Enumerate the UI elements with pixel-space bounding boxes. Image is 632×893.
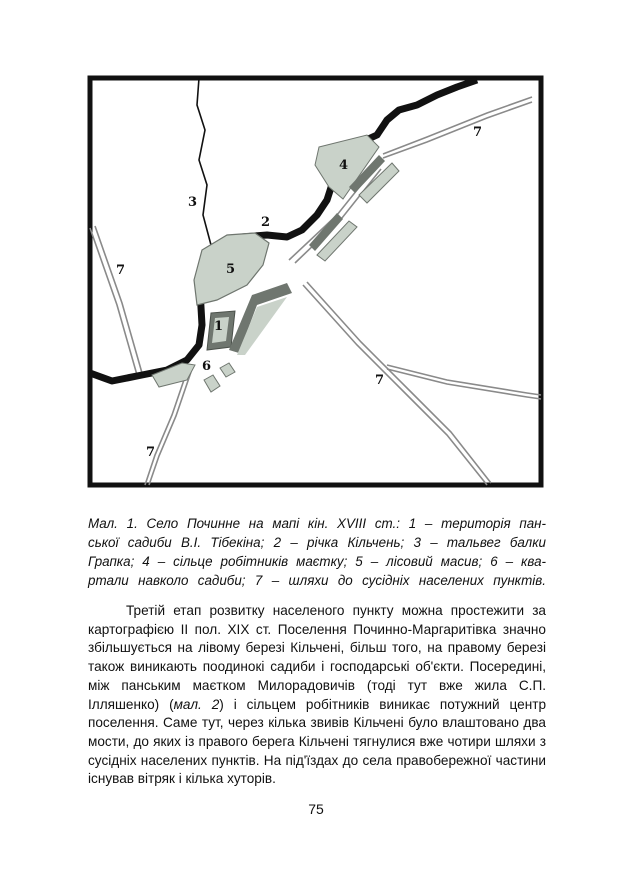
caption-line: Мал. 1. Село Починне на мапі кін. XVIII ст.: 1 – територія пан- [88, 516, 546, 531]
map-label-4: 4 [339, 158, 349, 173]
map-label-2: 2 [261, 215, 271, 230]
map-drawing [87, 75, 544, 488]
map-label-7-south: 7 [146, 445, 156, 460]
main-paragraph [88, 602, 546, 789]
figure-reference: мал. 2 [173, 696, 220, 712]
paragraph-part-2: ) і сільцем робітників виникає потужний центр поселення. Саме тут, через кілька звивів Кільчені було влаштовано два мости, до яких із правого берега Кільчені тягнулися вже чотири шляхи з сусідніх населених пунктів. На під'їздах до села правобережної частини існував вітряк і кілька хуторів. [88, 696, 547, 787]
map-label-6: 6 [202, 359, 212, 374]
caption-line: ртали навколо садиби; 7 – шляхи до сусідніх населених пунктів. [88, 573, 546, 588]
paragraph-text [88, 602, 546, 789]
map-label-3: 3 [188, 195, 198, 210]
caption-line: ської садиби В.І. Тібекіна; 2 – річка Кільчень; 3 – тальвег балки [88, 535, 546, 550]
map-label-5: 5 [226, 262, 236, 277]
map-label-7-east: 7 [375, 373, 385, 388]
page-number: 75 [308, 801, 324, 817]
paragraph-part-1: Третій етап розвитку населеного пункту можна простежити за картографією ІІ пол. ХІХ ст. Поселення Починно-Маргаритівка значно збільшується на лівому березі Кільчені, більш того, на правому березі також виникають поодинокі садиби і господарські об'єкти. Посередині, між панським маєтком Милорадовичів (тоді тут вже жила С.П. Ілляшенко) ( [88, 603, 546, 712]
map-label-1: 1 [214, 319, 224, 334]
map-label-7-west: 7 [116, 263, 126, 278]
map-caption [88, 514, 546, 590]
map-label-7-northeast: 7 [473, 125, 483, 140]
caption-line: Грапка; 4 – сільце робітників маєтку; 5 – лісовий масив; 6 – ква- [88, 554, 546, 569]
historical-map [87, 75, 544, 488]
